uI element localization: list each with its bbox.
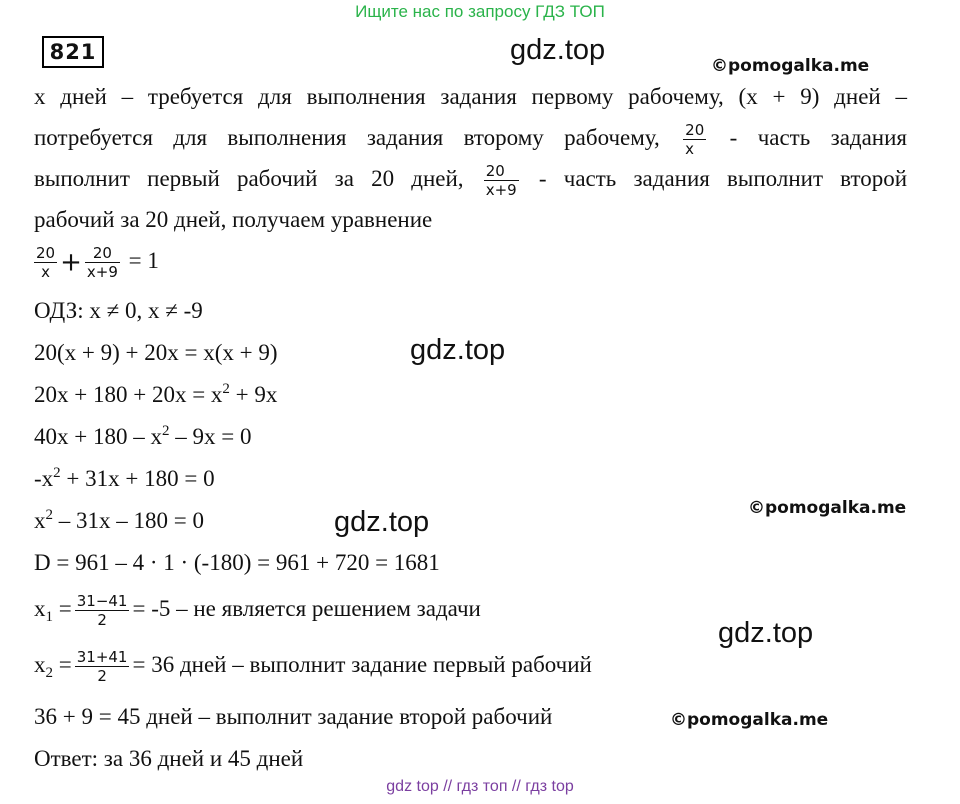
root-var: x [34, 595, 46, 621]
fraction-20-over-x [683, 121, 706, 158]
exponent: 2 [53, 465, 61, 481]
intro-line-4: рабочий за 20 дней, получаем уравнение [34, 207, 433, 232]
intro-line-3 [34, 158, 907, 199]
fraction-20-over-x-plus-9 [85, 244, 120, 281]
fraction-20-over-x [34, 244, 57, 281]
fraction-denominator: 2 [97, 611, 107, 629]
root-1-result: = -5 – не является решением задачи [132, 595, 481, 621]
step-5 [34, 506, 204, 536]
fraction-denominator: x+9 [485, 181, 517, 200]
watermark-gdz: gdz.top [510, 34, 606, 66]
intro-line-2-tail: - часть задания [729, 125, 908, 150]
watermark-gdz: gdz.top [334, 506, 430, 538]
fraction-denominator: 2 [97, 667, 107, 685]
answer-line: Ответ: за 36 дней и 45 дней [34, 746, 304, 771]
intro-line-1: x дней – требуется для выполнения задания первому рабочему, (x + 9) дней – [34, 84, 907, 109]
fraction-numerator: 20 [484, 162, 519, 181]
root-equals: = [53, 651, 72, 677]
watermark-pomogalka: ©pomogalka.me [748, 498, 907, 518]
root-var: x [34, 651, 46, 677]
equation-line [34, 244, 159, 281]
root-1-line [34, 592, 481, 629]
root-2-result: = 36 дней – выполнит задание первый рабочий [132, 651, 592, 677]
odz-line: ОДЗ: x ≠ 0, x ≠ -9 [34, 298, 203, 323]
fraction-denominator: x+9 [86, 263, 118, 281]
intro-paragraph [34, 76, 907, 240]
watermark-gdz: gdz.top [718, 617, 814, 649]
step-2-lhs: 20x + 180 + 20x = x [34, 382, 223, 407]
intro-line-3-text: выполнит первый рабочий за 20 дней, [34, 166, 464, 191]
problem-number: 821 [42, 36, 104, 68]
step-2 [34, 380, 277, 410]
footer-links[interactable]: gdz top // гдз топ // гдз top [386, 778, 574, 795]
fraction-numerator: 20 [685, 121, 705, 140]
exponent: 2 [161, 423, 170, 439]
fraction-numerator: 20 [36, 244, 56, 262]
root-subscript: 2 [45, 664, 53, 681]
step-5-rest: – 31x – 180 = 0 [53, 508, 204, 533]
root-equals: = [53, 595, 72, 621]
step-3-rest: – 9x = 0 [169, 424, 252, 449]
equation-rhs: = 1 [128, 247, 159, 273]
step-1: 20(x + 9) + 20x = x(x + 9) [34, 340, 278, 365]
intro-line-3-tail: - часть задания выполнит второй [538, 166, 908, 191]
top-banner[interactable]: Ищите нас по запросу ГДЗ ТОП [355, 2, 605, 21]
root-2-line [34, 648, 592, 685]
fraction-root-2 [75, 648, 130, 685]
step-4-rest: + 31x + 180 = 0 [60, 466, 215, 491]
watermark-gdz: gdz.top [410, 334, 506, 366]
fraction-denominator: x [685, 140, 695, 159]
exponent: 2 [222, 381, 230, 397]
fraction-20-over-x-plus-9 [484, 162, 519, 199]
step-4-lhs: -x [34, 466, 54, 491]
watermark-pomogalka: ©pomogalka.me [670, 710, 829, 730]
watermark-pomogalka: ©pomogalka.me [711, 56, 870, 76]
intro-line-2 [34, 117, 907, 158]
step-5-lhs: x [34, 508, 46, 533]
fraction-numerator: 31−41 [76, 592, 128, 610]
fraction-numerator: 20 [85, 244, 120, 263]
discriminant-line: D = 961 – 4 · 1 · (-180) = 961 + 720 = 1681 [34, 550, 440, 575]
root-subscript: 1 [45, 608, 53, 625]
step-2-rest: + 9x [229, 382, 278, 407]
step-3-lhs: 40x + 180 – x [34, 424, 162, 449]
intro-line-2-text: потребуется для выполнения задания второму рабочему, [34, 125, 660, 150]
fraction-numerator: 31+41 [76, 648, 128, 666]
step-3 [34, 422, 251, 452]
fraction-denominator: x [41, 263, 50, 281]
second-worker-line: 36 + 9 = 45 дней – выполнит задание второй рабочий [34, 704, 553, 729]
exponent: 2 [45, 507, 53, 523]
fraction-root-1 [75, 592, 130, 629]
step-4 [34, 464, 215, 494]
plus-sign: + [60, 247, 82, 278]
